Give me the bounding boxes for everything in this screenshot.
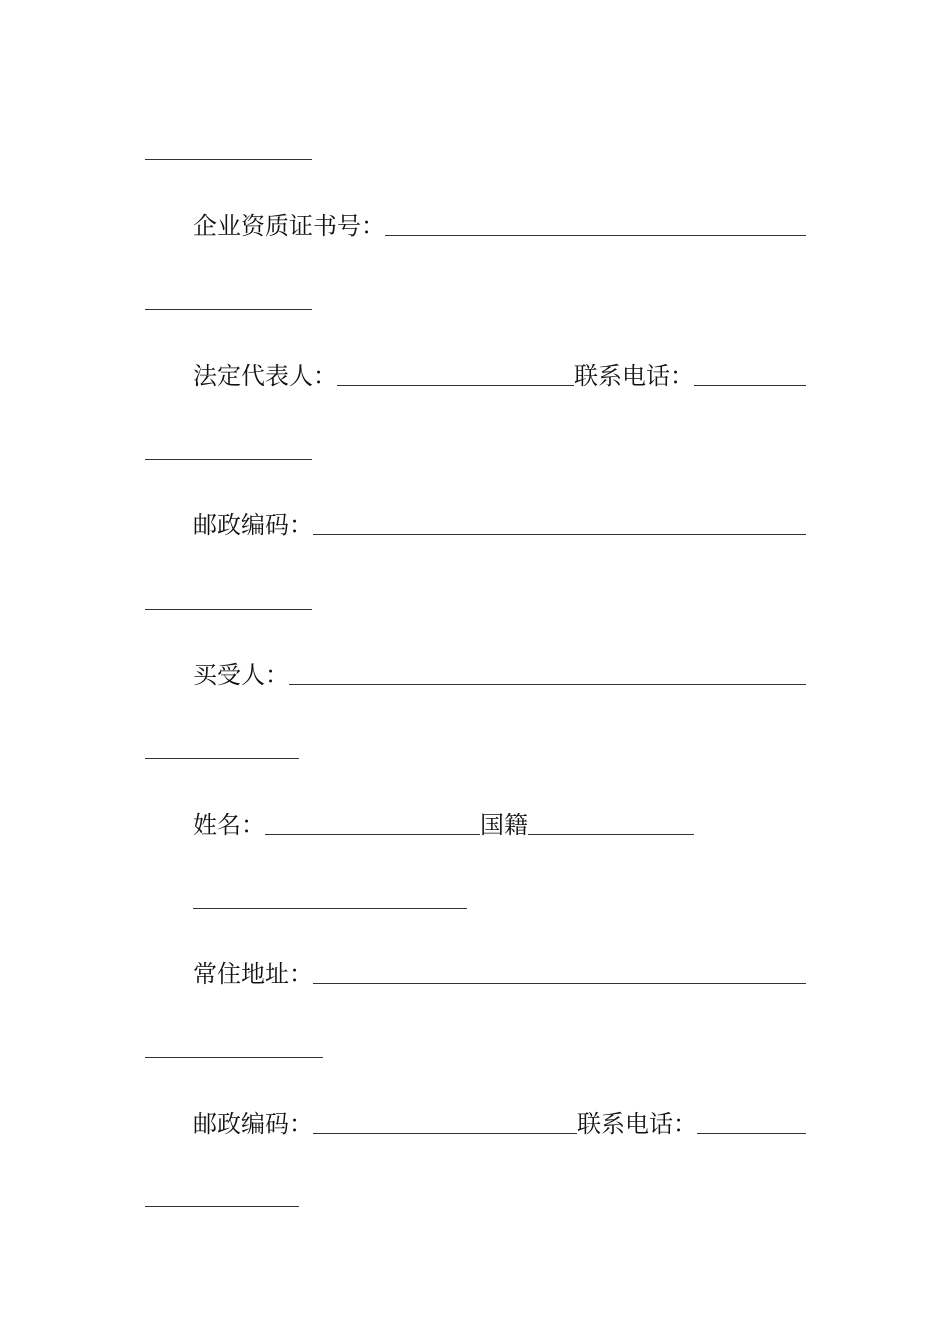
phone-label: 联系电话： xyxy=(574,362,694,390)
qualification-cert-field[interactable] xyxy=(385,235,806,236)
address-field[interactable] xyxy=(313,983,806,984)
phone-field[interactable] xyxy=(697,1133,806,1134)
blank-line-continuation[interactable] xyxy=(145,609,312,610)
row-buyer xyxy=(193,657,806,689)
blank-line-continuation[interactable] xyxy=(145,159,312,160)
address-label: 常住地址： xyxy=(193,960,313,988)
blank-line-continuation[interactable] xyxy=(145,758,299,759)
row-postcode xyxy=(193,507,806,539)
blank-line-continuation[interactable] xyxy=(193,908,467,909)
nationality-field[interactable] xyxy=(528,834,694,835)
row-address xyxy=(193,956,806,988)
buyer-label: 买受人： xyxy=(193,661,289,689)
buyer-field[interactable] xyxy=(289,684,806,685)
blank-line-continuation[interactable] xyxy=(145,1206,299,1207)
nationality-label: 国籍 xyxy=(480,811,528,839)
legal-rep-label: 法定代表人： xyxy=(193,362,337,390)
name-field[interactable] xyxy=(265,834,480,835)
legal-rep-field[interactable] xyxy=(337,385,574,386)
blank-line-continuation[interactable] xyxy=(145,459,312,460)
row-qualification-cert xyxy=(193,208,806,240)
phone-field[interactable] xyxy=(694,385,806,386)
postcode-label: 邮政编码： xyxy=(193,1110,313,1138)
postcode-field[interactable] xyxy=(313,534,806,535)
blank-line-continuation[interactable] xyxy=(145,309,312,310)
postcode-label: 邮政编码： xyxy=(193,511,313,539)
name-label: 姓名： xyxy=(193,811,265,839)
row-name xyxy=(193,807,694,839)
blank-line-continuation[interactable] xyxy=(145,1057,323,1058)
phone-label: 联系电话： xyxy=(577,1110,697,1138)
row-postcode-phone xyxy=(193,1106,806,1138)
postcode-field[interactable] xyxy=(313,1133,577,1134)
qualification-cert-label: 企业资质证书号： xyxy=(193,212,385,240)
row-legal-rep xyxy=(193,358,806,390)
